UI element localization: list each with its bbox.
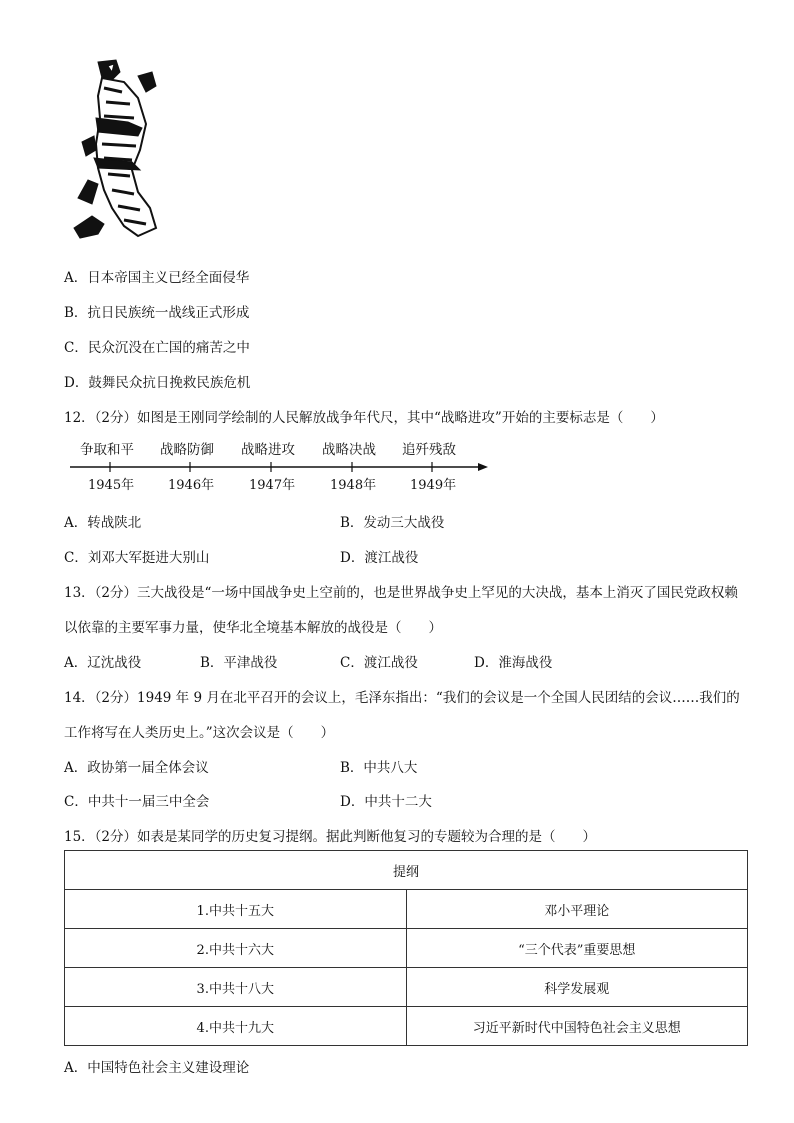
table-cell: 邓小平理论 <box>406 890 748 929</box>
q14-option-c[interactable]: C．中共十一届三中全会 <box>64 794 210 810</box>
q15-option-a[interactable]: A．中国特色社会主义建设理论 <box>64 1060 250 1076</box>
timeline-year-label: 1948年 <box>330 478 377 493</box>
table-header-cell: 提纲 <box>65 851 748 890</box>
timeline-stage-label: 追歼残敌 <box>402 442 456 458</box>
timeline-year-label: 1947年 <box>249 478 296 493</box>
table-row <box>65 929 748 968</box>
table-cell: 2.中共十六大 <box>65 929 407 968</box>
q11-option-b[interactable]: B．抗日民族统一战线正式形成 <box>64 305 250 321</box>
q12-option-a[interactable]: A．转战陕北 <box>64 515 142 531</box>
q12-option-d[interactable]: D．渡江战役 <box>340 550 419 566</box>
timeline-stage-label: 争取和平 <box>80 442 134 458</box>
q14-option-a[interactable]: A．政协第一届全体会议 <box>64 760 209 776</box>
q14-stem-line1: 14．（2分）1949 年 9 月在北平召开的会议上，毛泽东指出：“我们的会议是一个全国人民团结的会议……我们的 <box>64 690 740 706</box>
q15-stem: 15．（2分）如表是某同学的历史复习提纲。据此判断他复习的专题较为合理的是（ ） <box>64 829 597 845</box>
q11-option-d[interactable]: D．鼓舞民众抗日挽救民族危机 <box>64 375 251 391</box>
table-cell: 习近平新时代中国特色社会主义思想 <box>406 1007 748 1046</box>
table-cell: “三个代表”重要思想 <box>406 929 748 968</box>
q11-option-a[interactable]: A．日本帝国主义已经全面侵华 <box>64 270 250 286</box>
timeline-year-label: 1949年 <box>410 478 457 493</box>
q13-option-b[interactable]: B．平津战役 <box>200 655 278 671</box>
q13-stem-line1: 13．（2分）三大战役是“一场中国战争史上空前的，也是世界战争史上罕见的大决战，基本上消灭了国民党政权赖 <box>64 585 738 601</box>
table-cell: 1.中共十五大 <box>65 890 407 929</box>
table-cell: 3.中共十八大 <box>65 968 407 1007</box>
q13-option-c[interactable]: C．渡江战役 <box>340 655 418 671</box>
q12-option-c[interactable]: C．刘邓大军挺进大别山 <box>64 550 210 566</box>
timeline-year-label: 1946年 <box>168 478 215 493</box>
q13-option-d[interactable]: D．淮海战役 <box>474 655 553 671</box>
table-row <box>65 968 748 1007</box>
q12-option-b[interactable]: B．发动三大战役 <box>340 515 445 531</box>
table-cell: 科学发展观 <box>406 968 748 1007</box>
woodcut-figure-image <box>68 58 168 242</box>
q14-stem-line2: 工作将写在人类历史上。”这次会议是（ ） <box>64 725 335 741</box>
review-outline-table <box>64 850 748 1046</box>
timeline-stage-label: 战略进攻 <box>241 442 295 458</box>
table-row <box>65 1007 748 1046</box>
table-header-row <box>65 851 748 890</box>
timeline-stage-label: 战略防御 <box>160 442 214 458</box>
q14-option-b[interactable]: B．中共八大 <box>340 760 418 776</box>
q11-option-c[interactable]: C．民众沉没在亡国的痛苦之中 <box>64 340 250 356</box>
table-row <box>65 890 748 929</box>
timeline-year-label: 1945年 <box>88 478 135 493</box>
table-cell: 4.中共十九大 <box>65 1007 407 1046</box>
q14-option-d[interactable]: D．中共十二大 <box>340 794 432 810</box>
q12-stem: 12．（2分）如图是王刚同学绘制的人民解放战争年代尺，其中“战略进攻”开始的主要标志是（ ） <box>64 410 664 426</box>
q13-stem-line2: 以依靠的主要军事力量，使华北全境基本解放的战役是（ ） <box>64 620 442 636</box>
timeline-stage-label: 战略决战 <box>322 442 376 458</box>
q13-option-a[interactable]: A．辽沈战役 <box>64 655 142 671</box>
war-timeline <box>68 438 498 498</box>
